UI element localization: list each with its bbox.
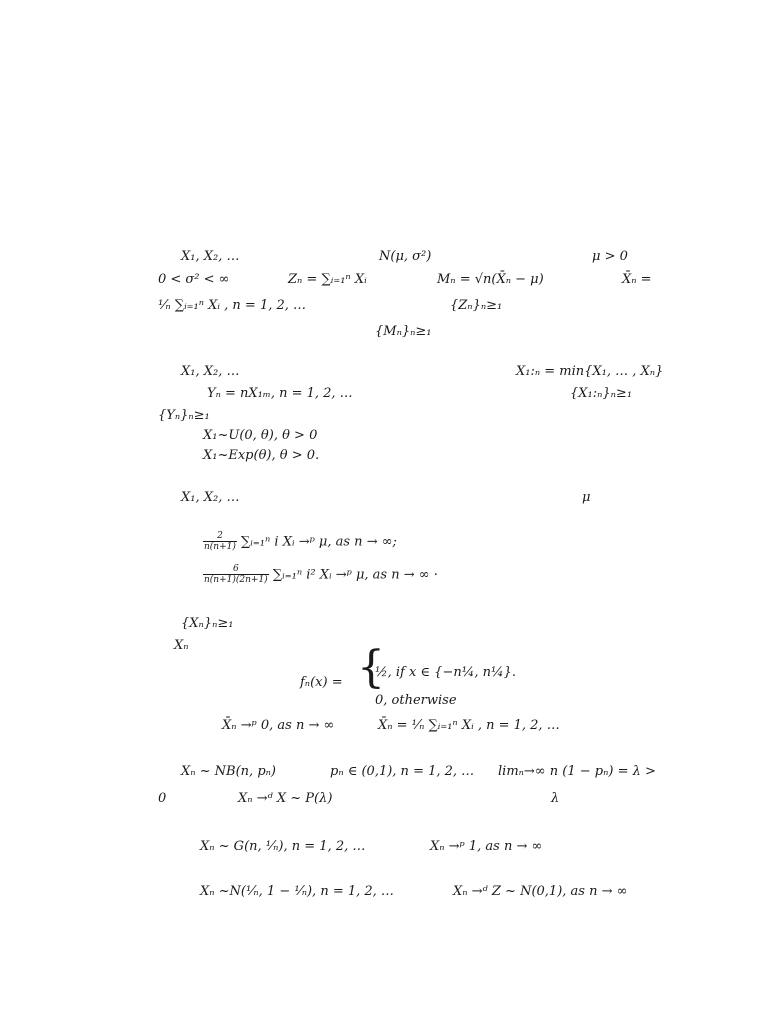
- sequence-x: X₁, X₂, …: [181, 249, 240, 264]
- p-condition: pₙ ∈ (0,1), n = 1, 2, …: [330, 764, 475, 779]
- y-definition: Yₙ = nX₁ₘ, n = 1, 2, …: [207, 386, 353, 401]
- gamma-distribution: Xₙ ~ G(n, ¹⁄ₙ), n = 1, 2, …: [200, 839, 366, 854]
- x-sequence: {Xₙ}ₙ≥₁: [181, 616, 234, 631]
- normal-distribution: N(μ, σ²): [379, 249, 432, 264]
- m-definition: Mₙ = √n(X̄ₙ − μ): [437, 272, 544, 287]
- z-definition: Zₙ = ∑ᵢ₌₁ⁿ Xᵢ: [288, 272, 367, 287]
- density-case-2: 0, otherwise: [375, 693, 457, 708]
- sigma-condition: 0 < σ² < ∞: [158, 272, 230, 287]
- limit-condition: limₙ→∞ n (1 − pₙ) = λ >: [498, 764, 656, 779]
- min-definition: X₁:ₙ = min{X₁, … , Xₙ}: [516, 364, 664, 379]
- xbar-definition-2: X̄ₙ = ¹⁄ₙ ∑ᵢ₌₁ⁿ Xᵢ , n = 1, 2, …: [378, 718, 560, 733]
- case-uniform: X₁~U(0, θ), θ > 0: [203, 428, 318, 443]
- left-brace-icon: {: [357, 642, 385, 693]
- xn-symbol: Xₙ: [174, 638, 189, 653]
- density-cases: [357, 642, 527, 708]
- y-sequence: {Yₙ}ₙ≥₁: [158, 408, 210, 423]
- density-lhs: fₙ(x) =: [300, 675, 343, 690]
- normal-convergence: Xₙ →ᵈ Z ~ N(0,1), as n → ∞: [453, 884, 628, 899]
- weighted-sum-1: $\frac{2}{n(n+1)}$ ∑ᵢ₌₁ⁿ i Xᵢ →ᵖ μ, as n → ∞;: [204, 531, 397, 553]
- m-sequence: {Mₙ}ₙ≥₁: [375, 324, 432, 339]
- density-case-1: ½, if x ∈ {−n¼, n¼}.: [375, 665, 516, 680]
- lambda-symbol: λ: [551, 791, 560, 806]
- sequence-x-2: X₁, X₂, …: [181, 364, 240, 379]
- zero-continuation: 0: [158, 791, 167, 806]
- fraction: $\frac{2}{n(n+1)}$: [204, 531, 236, 553]
- min-sequence: {X₁:ₙ}ₙ≥₁: [570, 386, 633, 401]
- convergence-one: Xₙ →ᵖ 1, as n → ∞: [430, 839, 543, 854]
- normal-sequence: Xₙ ~N(¹⁄ₙ, 1 − ¹⁄ₙ), n = 1, 2, …: [200, 884, 394, 899]
- fraction: $\frac{6}{n(n+1)(2n+1)}$: [204, 564, 268, 586]
- mu-condition: μ > 0: [592, 249, 628, 264]
- convergence-zero: X̄ₙ →ᵖ 0, as n → ∞: [222, 718, 335, 733]
- sequence-x-3: X₁, X₂, …: [181, 490, 240, 505]
- z-sequence: {Zₙ}ₙ≥₁: [450, 298, 503, 313]
- weighted-sum-2: $\frac{6}{n(n+1)(2n+1)}$ ∑ᵢ₌₁ⁿ i² Xᵢ →ᵖ μ, as n → ∞ ·: [204, 564, 438, 586]
- xbar-definition: ¹⁄ₙ ∑ᵢ₌₁ⁿ Xᵢ , n = 1, 2, …: [158, 298, 307, 313]
- negative-binomial: Xₙ ~ NB(n, pₙ): [181, 764, 276, 779]
- mu-symbol: μ: [582, 490, 591, 505]
- poisson-convergence: Xₙ →ᵈ X ~ P(λ): [238, 791, 333, 806]
- xbar-label: X̄ₙ =: [622, 272, 652, 287]
- case-exponential: X₁~Exp(θ), θ > 0.: [203, 448, 320, 463]
